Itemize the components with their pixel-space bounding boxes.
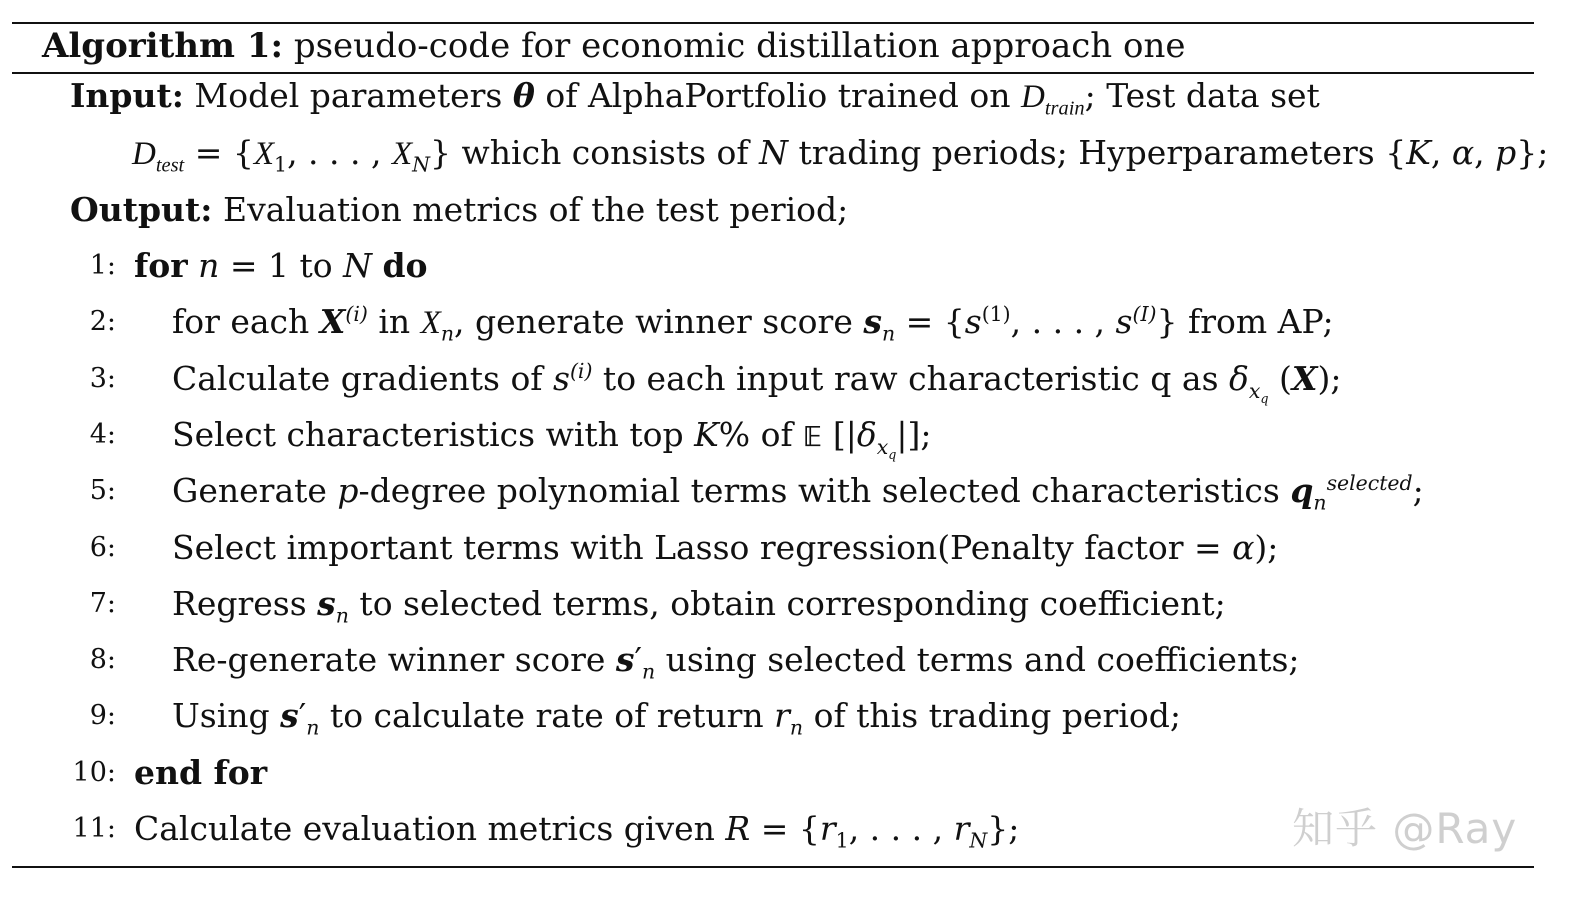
step-number: 9: xyxy=(89,700,116,731)
step-number: 1: xyxy=(89,250,116,281)
step-number: 11: xyxy=(72,813,116,844)
step-8-line: Re-generate winner score $s'_n$ using selected terms and coefficients; xyxy=(172,640,1300,684)
hyperparameter-set: {K, α, p}; xyxy=(1385,133,1549,172)
input-label: Input: xyxy=(70,76,184,115)
step-number: 8: xyxy=(89,644,116,675)
step-number: 10: xyxy=(72,757,116,788)
step-number: 5: xyxy=(89,475,116,506)
input-text: of AlphaPortfolio trained on xyxy=(545,76,1011,115)
step-3-line: Calculate gradients of $s^{(i)}$ to each input raw characteristic q as $\delta_{x_q}$ (X); xyxy=(172,359,1342,406)
step-number: 2: xyxy=(89,306,116,337)
input-text: ; Test data set xyxy=(1084,76,1320,115)
step-7-line: Regress $s_n$ to selected terms, obtain corresponding coefficient; xyxy=(172,584,1226,628)
step-number: 4: xyxy=(89,419,116,450)
bottom-rule xyxy=(12,866,1534,868)
input-line xyxy=(70,76,1320,120)
step-11-line: Calculate evaluation metrics given $R = \{r_1$, . . . , $r_N$}; xyxy=(134,809,1020,853)
output-text: Evaluation metrics of the test period; xyxy=(222,190,849,229)
step-number: 6: xyxy=(89,532,116,563)
input-text: which consists of xyxy=(461,133,749,172)
test-subscript: test xyxy=(155,154,185,177)
algorithm-heading xyxy=(42,26,1185,66)
step-4-line: Select characteristics with top K% of 𝔼 $[|\delta_{x_q}|]$; xyxy=(172,415,932,462)
step-9-line: Using $s'_n$ to calculate rate of return $r_n$ of this trading period; xyxy=(172,696,1181,740)
theta-symbol: θ xyxy=(512,76,535,115)
step-2-line: for each $X^{(i)}$ in $X_n$, generate winner score $s_n = \{s^{(1)}$, . . . , $s^{(I)}$} from AP; xyxy=(172,302,1334,346)
input-text: trading periods; Hyperparameters xyxy=(798,133,1375,172)
d-symbol: D xyxy=(1021,79,1045,115)
step-6-line: Select important terms with Lasso regression(Penalty factor = α); xyxy=(172,528,1279,567)
algorithm-label: Algorithm 1: xyxy=(42,26,284,66)
test-set-symbol xyxy=(132,136,185,177)
step-number: 3: xyxy=(89,363,116,394)
header-rule xyxy=(12,72,1534,74)
d-symbol: D xyxy=(132,136,156,172)
step-1-line: for n = 1 to N do xyxy=(134,246,428,285)
step-number: 7: xyxy=(89,588,116,619)
step-5-line: Generate p-degree polynomial terms with selected characteristics $q_n^{selected}$; xyxy=(172,471,1424,515)
output-label: Output: xyxy=(70,190,213,229)
top-rule xyxy=(12,22,1534,24)
output-line xyxy=(70,190,848,230)
step-10-line: end for xyxy=(134,753,268,792)
algorithm-title: pseudo-code for economic distillation approach one xyxy=(293,26,1186,66)
n-symbol: N xyxy=(759,133,788,172)
train-set-symbol xyxy=(1021,79,1085,120)
watermark: 知乎 @Ray xyxy=(1292,804,1518,853)
test-set-definition: = {$X_1$, . . . , $X_N$} xyxy=(194,133,452,177)
input-line-continued xyxy=(132,133,1549,177)
train-subscript: train xyxy=(1044,97,1085,120)
input-text: Model parameters xyxy=(194,76,503,115)
